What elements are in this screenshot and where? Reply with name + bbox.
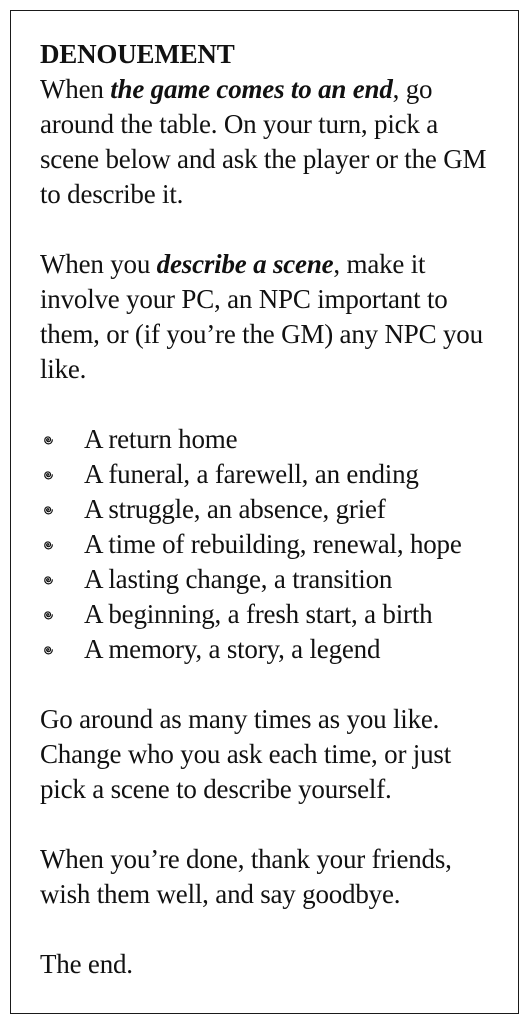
rules-text (40, 37, 500, 982)
scene-text: A memory, a story, a legend (84, 634, 381, 664)
paragraph-game-end (40, 72, 500, 212)
paragraph-text: When (40, 74, 111, 104)
scene-text: A time of rebuilding, renewal, hope (84, 529, 462, 559)
trigger-keyword: the game comes to an end (110, 74, 393, 104)
scene-text: A beginning, a fresh start, a birth (84, 599, 433, 629)
section-title: DENOUEMENT (40, 39, 235, 69)
scene-list (40, 422, 500, 667)
scene-text: A lasting change, a transition (84, 564, 393, 594)
list-item (40, 562, 500, 597)
paragraph-goodbye: When you’re done, thank your friends, wish them well, and say goodbye. (40, 844, 452, 909)
paragraph-go-around: Go around as many times as you like. Change who you ask each time, or just pick a scene to describe yourself. (40, 704, 452, 804)
list-item (40, 597, 500, 632)
spiral-icon (40, 632, 56, 667)
spiral-icon (40, 457, 56, 492)
spiral-icon (40, 422, 56, 457)
spiral-icon (40, 562, 56, 597)
spiral-icon (40, 597, 56, 632)
rules-card (10, 10, 519, 1014)
list-item (40, 527, 500, 562)
scene-text: A struggle, an absence, grief (84, 494, 386, 524)
closing-line: The end. (40, 949, 133, 979)
spiral-icon (40, 527, 56, 562)
paragraph-text: , make it involve your PC, an NPC important to them, or (if you’re the GM) any NPC you like. (40, 249, 483, 384)
paragraph-text: , go around the table. On your turn, pick a scene below and ask the player or the GM to describe it. (40, 74, 487, 209)
paragraph-text: When you (40, 249, 157, 279)
spiral-icon (40, 492, 56, 527)
list-item (40, 457, 500, 492)
paragraph-describe-scene (40, 247, 500, 387)
list-item (40, 422, 500, 457)
scene-text: A funeral, a farewell, an ending (84, 459, 419, 489)
trigger-keyword: describe a scene (156, 249, 334, 279)
scene-text: A return home (84, 424, 238, 454)
list-item (40, 632, 500, 667)
list-item (40, 492, 500, 527)
